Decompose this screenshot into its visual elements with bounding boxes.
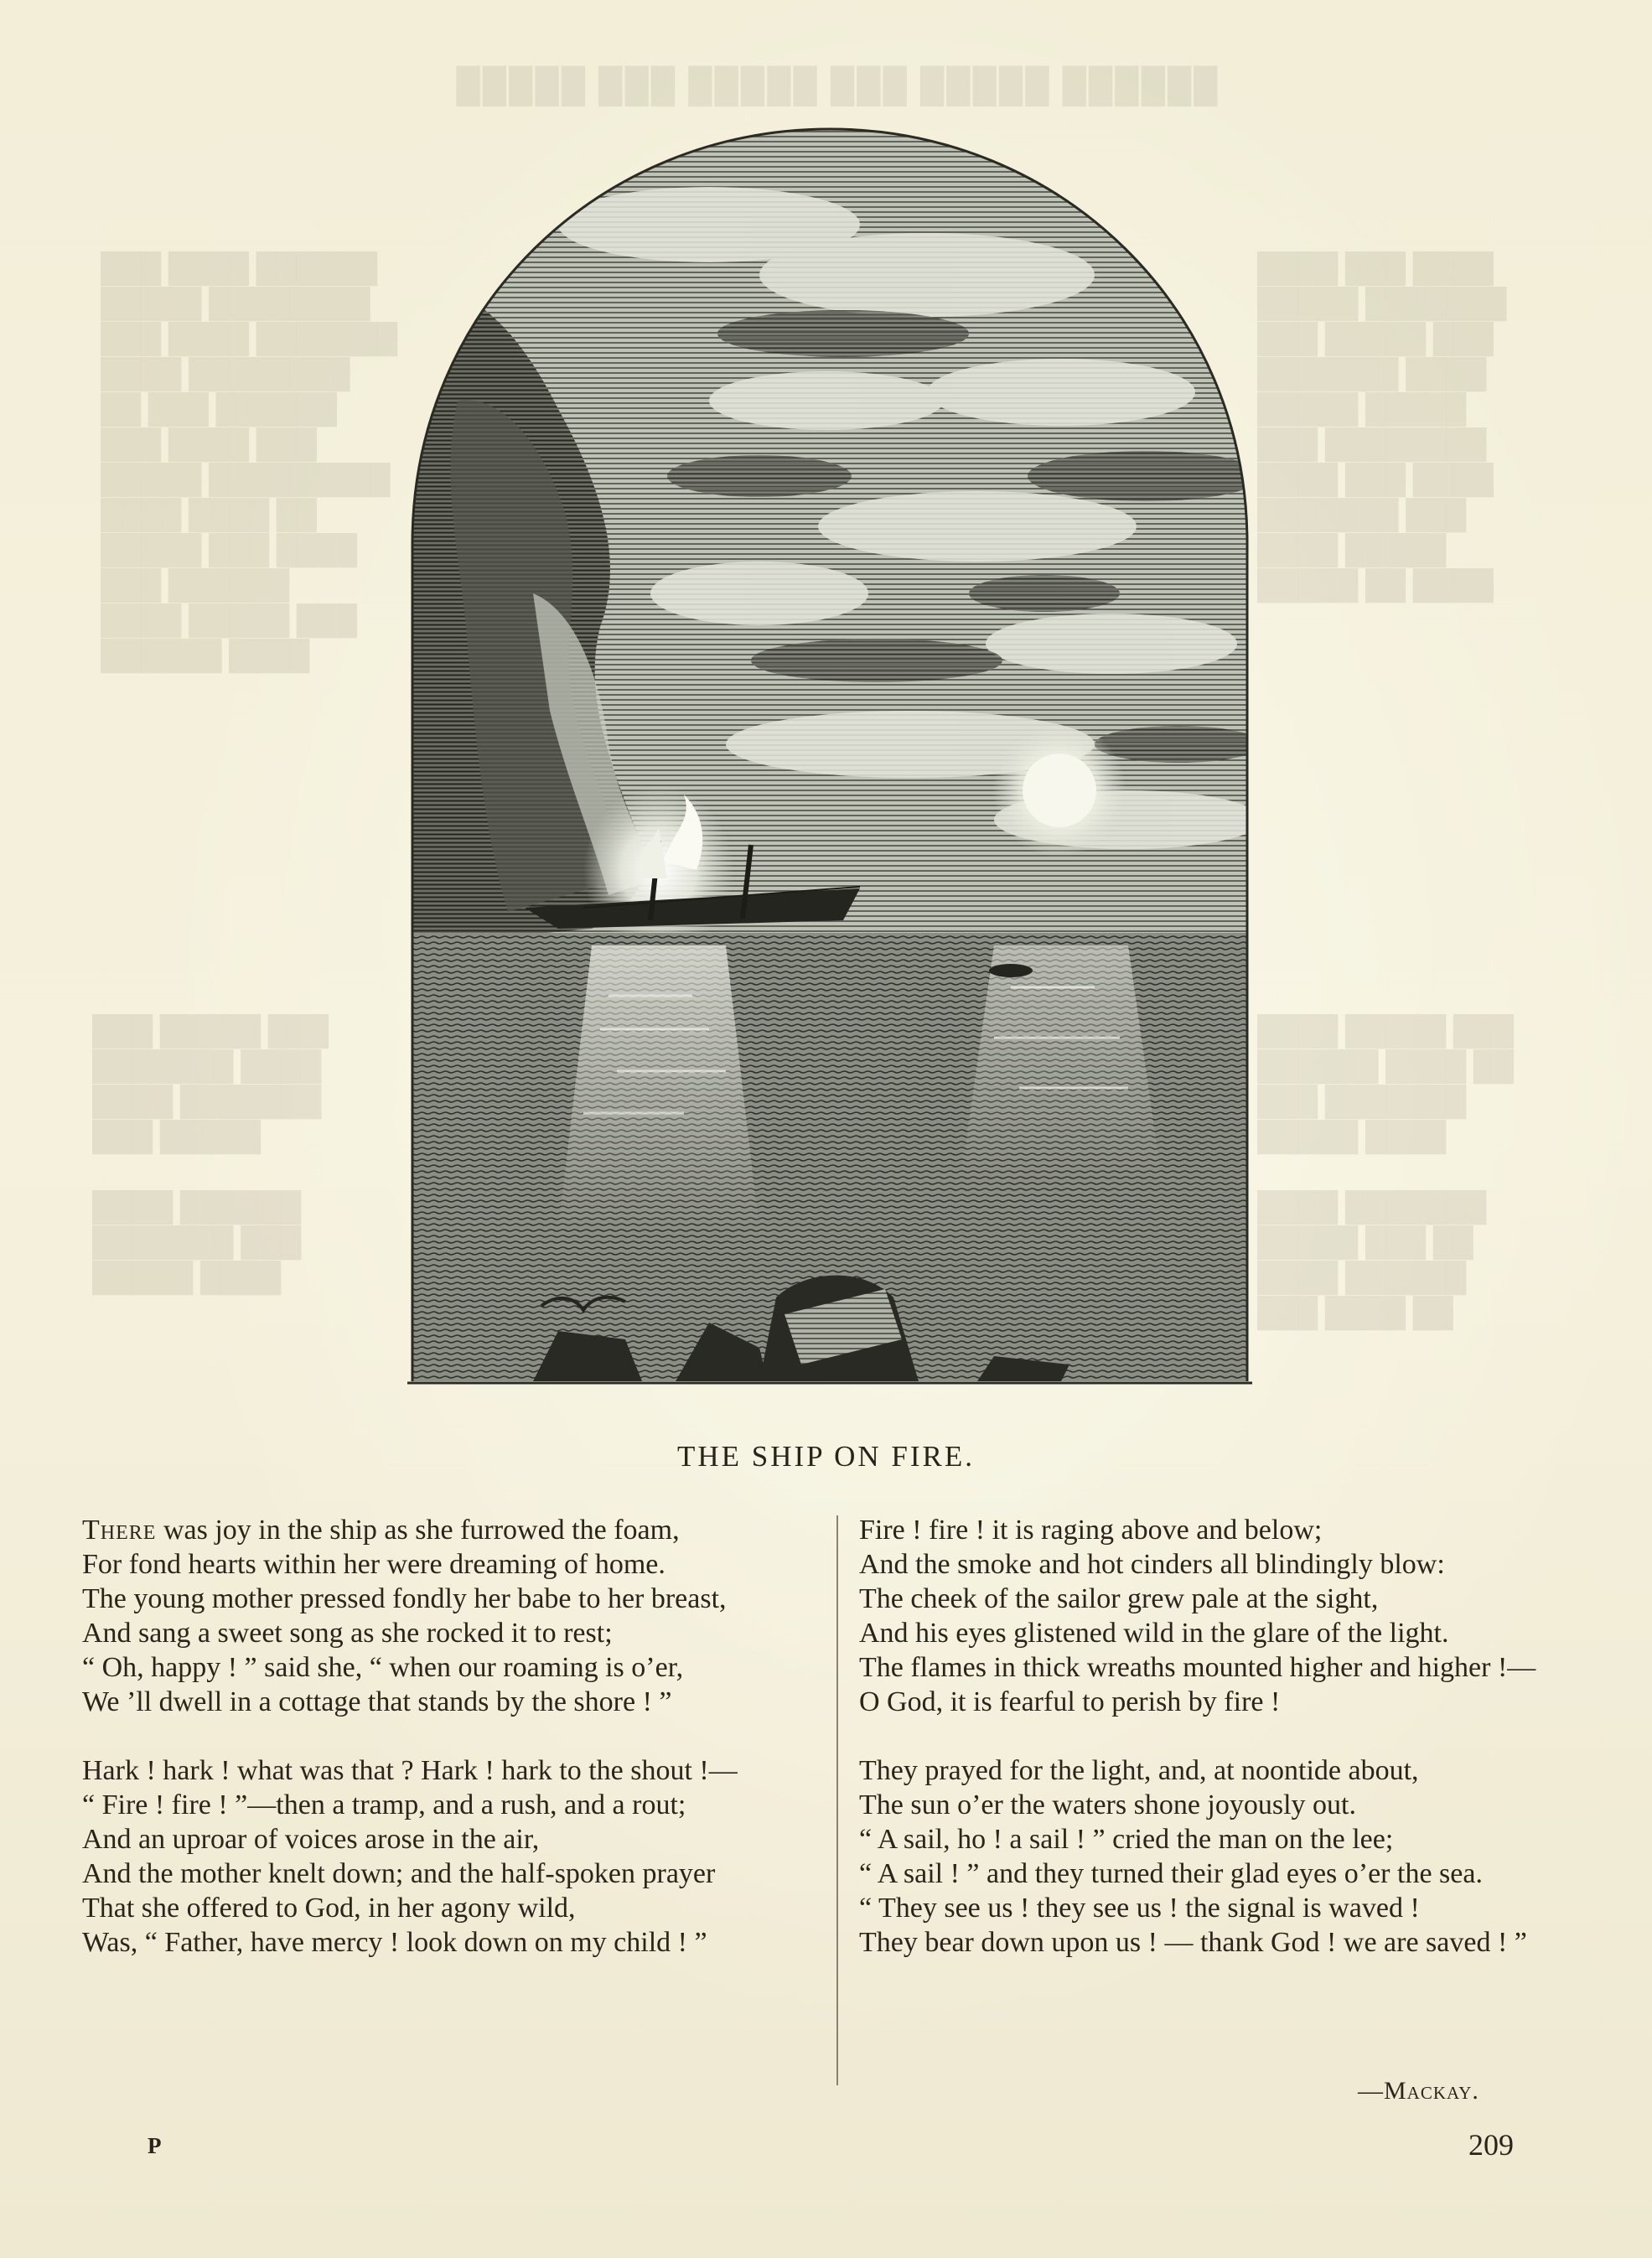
poem-line: “ Oh, happy ! ” said she, “ when our roaming is o’er,	[82, 1652, 684, 1683]
stanza-1	[82, 1513, 813, 1719]
engraving-illustration	[407, 124, 1252, 1388]
poem-right-column	[859, 1513, 1590, 1994]
bleed-through-text: ███ ████ ██████ █████ ████████ ███ ████ ███████ ████ ████████ ██ ███ ██████ ███ ████ ███ █████ █████████ ████ ████ ██ █████ ███ ████ ███ ██████ ████ █████ ███ ██████ ████	[101, 253, 398, 671]
page-number: 209	[1468, 2128, 1514, 2162]
author-attribution: —Mackay.	[1358, 2077, 1479, 2105]
poem-line: And sang a sweet song as she rocked it to rest;	[82, 1618, 613, 1649]
bleed-through-header: █████ ███ █████ ███ █████ ██████	[456, 66, 1220, 104]
poem-line: The sun o’er the waters shone joyously out.	[859, 1789, 1356, 1820]
column-divider	[836, 1515, 838, 2085]
stanza-2	[82, 1753, 813, 1960]
poem-line: And the mother knelt down; and the half-spoken prayer	[82, 1858, 716, 1889]
opening-word: There	[82, 1515, 157, 1546]
poem-line: “ A sail ! ” and they turned their glad eyes o’er the sea.	[859, 1858, 1483, 1889]
poem-line: And the smoke and hot cinders all blindingly blow:	[859, 1549, 1445, 1580]
poem-line: We ’ll dwell in a cottage that stands by the shore ! ”	[82, 1686, 672, 1717]
stanza-3	[859, 1513, 1590, 1719]
poem-line: They prayed for the light, and, at noontide about,	[859, 1755, 1419, 1786]
bleed-through-text-right: ████ ███ ████ █████ ███████ ███ █████ ███ ███████ ████ █████ █████ ███ ████████ ████ ███ ████ ███████ ███ ████ █████ █████ ██ ████	[1257, 253, 1507, 601]
signature-mark: P	[148, 2133, 162, 2158]
poem-line: Fire ! fire ! it is raging above and below;	[859, 1515, 1323, 1546]
poem-line: That she offered to God, in her agony wild,	[82, 1893, 576, 1924]
poem-line: For fond hearts within her were dreaming of home.	[82, 1549, 665, 1580]
poem-line: “ A sail, ho ! a sail ! ” cried the man on the lee;	[859, 1824, 1394, 1855]
poem-line: “ Fire ! fire ! ”—then a tramp, and a rush, and a rout;	[82, 1789, 686, 1820]
poem-line: They bear down upon us ! — thank God ! we are saved ! ”	[859, 1927, 1527, 1958]
ship-on-fire-engraving	[407, 124, 1252, 1388]
bleed-through-text-lower: ███ █████ ███ ███████ ████ ████ ███████ ███ █████ ████ ██████ ███████ ███ █████ ████	[92, 1016, 329, 1293]
poem-line: The young mother pressed fondly her babe to her breast,	[82, 1583, 727, 1614]
poem-line: There was joy in the ship as she furrowed the foam,	[82, 1515, 680, 1546]
illustration-caption: THE SHIP ON FIRE.	[677, 1440, 975, 1473]
bleed-through-text-lower-right: ████ █████ ███ ██████ ████ ██ ███ ███████ █████ ████ ████ ███████ █████ ███ ██ ████ ██████ ███ ████ ██	[1257, 1016, 1515, 1328]
poem-line: The cheek of the sailor grew pale at the sight,	[859, 1583, 1379, 1614]
poem-line: The flames in thick wreaths mounted higher and higher !—	[859, 1652, 1536, 1683]
poem-line: O God, it is fearful to perish by fire !	[859, 1686, 1281, 1717]
poem-line: Hark ! hark ! what was that ? Hark ! hark to the shout !—	[82, 1755, 738, 1786]
poem-line: And his eyes glistened wild in the glare of the light.	[859, 1618, 1449, 1649]
poem-line: Was, “ Father, have mercy ! look down on my child ! ”	[82, 1927, 707, 1958]
poem-left-column	[82, 1513, 813, 1994]
poem-line: “ They see us ! they see us ! the signal is waved !	[859, 1893, 1420, 1924]
poem-line: And an uproar of voices arose in the air,	[82, 1824, 540, 1855]
stanza-4	[859, 1753, 1590, 1960]
